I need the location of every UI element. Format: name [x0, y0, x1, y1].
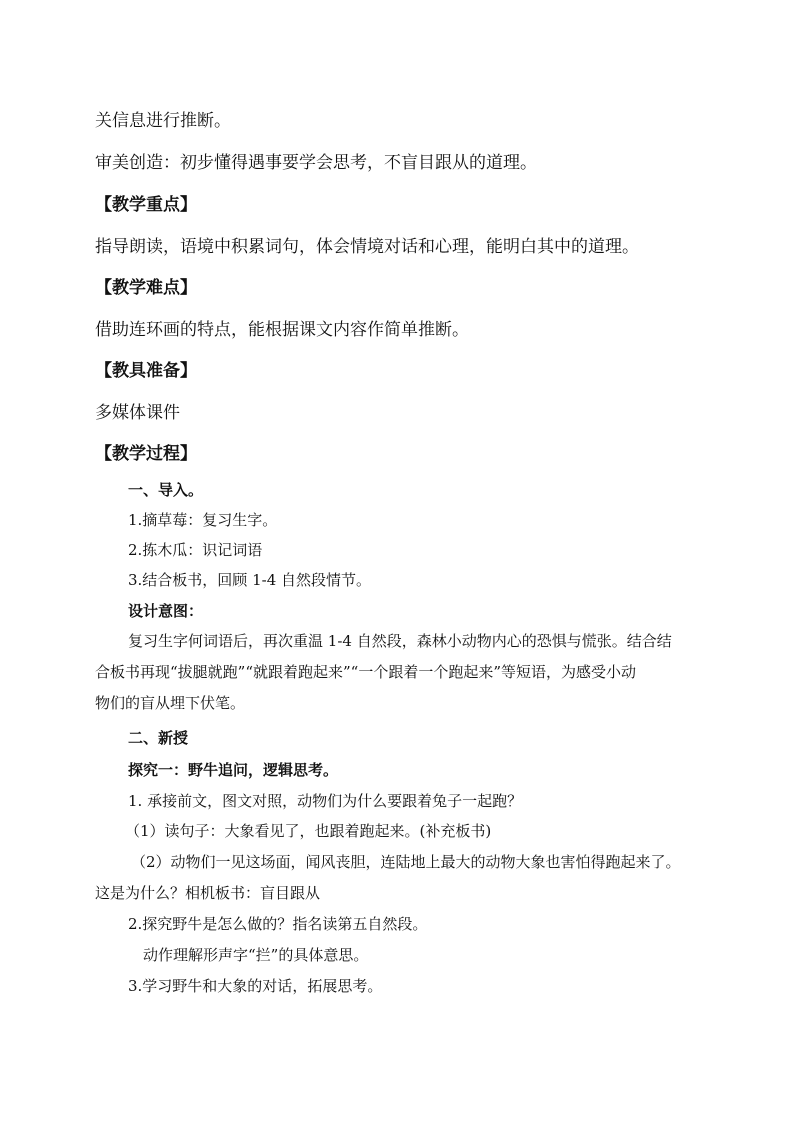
text-line: 这是为什么？相机板书：盲目跟从 [95, 884, 321, 902]
section-heading: 【教学重点】 [95, 195, 197, 215]
text-line: 2.探究野牛是怎么做的？指名读第五自然段。 [128, 915, 428, 933]
text-line: 关信息进行推断。 [95, 111, 231, 131]
text-line: 指导朗读，语境中积累词句，体会情境对话和心理，能明白其中的道理。 [95, 237, 639, 257]
section-heading: 【教具准备】 [95, 361, 197, 381]
text-line: 物们的盲从埋下伏笔。 [95, 694, 246, 712]
subsection-heading: 二、新授 [128, 729, 189, 747]
text-line: 2.拣木瓜：识记词语 [128, 541, 263, 559]
text-line: 复习生字何词语后，再次重温 1-4 自然段，森林小动物内心的恐惧与慌张。结合结 [128, 632, 672, 650]
text-line: 动作理解形声字“拦”的具体意思。 [143, 946, 369, 964]
text-line: 1.摘草莓：复习生字。 [128, 511, 278, 529]
text-line: 多媒体课件 [95, 403, 180, 423]
text-line: 审美创造：初步懂得遇事要学会思考，不盲目跟从的道理。 [95, 153, 537, 173]
text-line: （2）动物们一见这场面，闻风丧胆，连陆地上最大的动物大象也害怕得跑起来了。 [131, 853, 681, 871]
text-line: 1. 承接前文，图文对照，动物们为什么要跟着兔子一起跑？ [128, 792, 523, 810]
section-heading: 【教学过程】 [95, 444, 197, 464]
subsection-heading: 探究一：野牛追问，逻辑思考。 [128, 761, 339, 779]
section-heading: 【教学难点】 [95, 278, 197, 298]
text-line: 3.学习野牛和大象的对话，拓展思考。 [128, 977, 383, 995]
text-line: 3.结合板书，回顾 1-4 自然段情节。 [128, 571, 372, 589]
design-intent-label: 设计意图： [128, 602, 204, 620]
text-line: 合板书再现“拔腿就跑”“就跟着跑起来”“一个跟着一个跑起来”等短语，为感受小动 [95, 663, 637, 681]
subsection-heading: 一、导入。 [128, 481, 204, 499]
text-line: 借助连环画的特点，能根据课文内容作简单推断。 [95, 320, 469, 340]
text-line: （1）读句子：大象看见了，也跟着跑起来。(补充板书) [125, 822, 492, 840]
